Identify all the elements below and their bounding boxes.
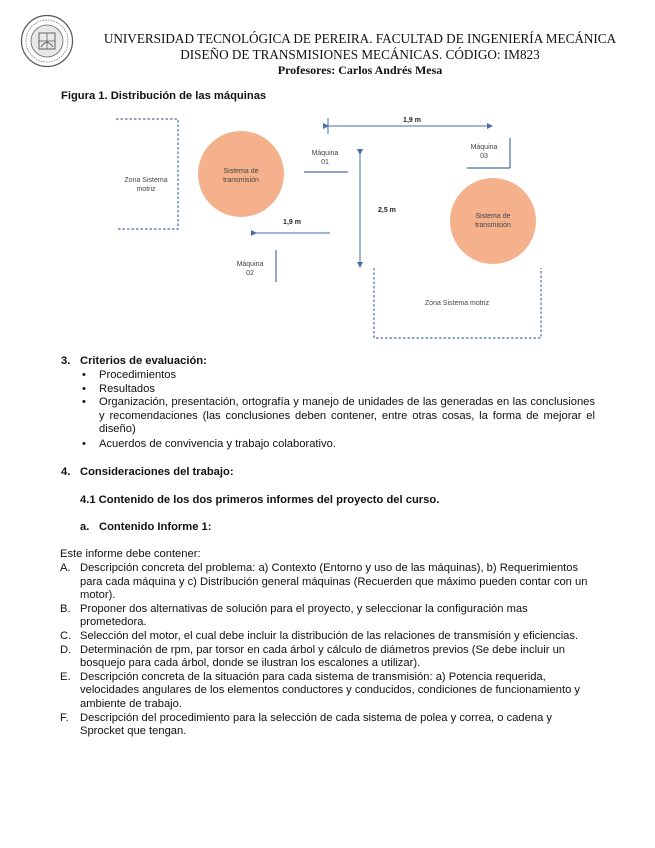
list-text: Selección del motor, el cual debe incluir la distribución de las relaciones de transmisión y eficiencias. [80,629,579,642]
list-text: Descripción concreta del problema: a) Contexto (Entorno y uso de las máquinas), b) Requerimientos para cada máquina y c) Distribución general máquinas (Recuerden que máximo pueden contar con un motor). [80,562,588,602]
section-4-heading: Consideraciones del trabajo: [80,466,234,478]
list-text: Descripción del procedimiento para la selección de cada sistema de polea y correa, o cadena y Sprocket que tengan. [80,711,553,738]
left-zone-boundary [116,119,178,229]
transmission-circle-2 [450,178,536,264]
machine-03-label-2: 03 [480,153,488,160]
list-text: Determinación de rpm, par torsor en cada árbol y cálculo de diámetros previos (Se debe incluir un bosquejo para cada árbol, donde se ilustran los escalones a utilizar). [80,643,566,670]
report-intro: Este informe debe contener: [60,548,201,560]
left-zone-label-2: motriz [136,186,156,193]
machine-02-label-1: Máquina [236,261,264,268]
circle1-label-1: Sistema de [223,168,259,175]
header-course: DISEÑO DE TRANSMISIONES MECÁNICAS. CÓDIGO: IM823 [180,47,540,62]
subsection-a-heading: Contenido Informe 1: [99,521,212,533]
list-item [60,630,593,644]
vertical-dimension-label: 2,5 m [378,207,396,214]
machine-03-label-1: Máquina [470,144,498,151]
top-dimension-label: 1,9 m [403,117,421,124]
list-item [60,671,593,712]
list-marker: B. [60,602,71,615]
subsection-4-1-heading: 4.1 Contenido de los dos primeros informes del proyecto del curso. [80,494,440,506]
university-logo [20,14,74,68]
list-text: Proponer dos alternativas de solución para el proyecto, y seleccionar la configuración mas prometedora. [80,602,528,629]
list-marker: C. [60,629,72,642]
list-item [60,603,593,630]
left-zone-label-1: Zona Sistema [124,177,168,184]
list-item: • Acuerdos de convivencia y trabajo colaborativo. [80,438,595,452]
list-item [60,712,593,739]
list-item: • Organización, presentación, ortografía y manejo de unidades de las generadas en las conclusiones y recomendaciones (las conclusiones deben contener, entre otras cosas, la forma de mejorar el diseño) [80,396,595,437]
list-item: • Procedimientos [80,369,595,383]
header-university: UNIVERSIDAD TECNOLÓGICA DE PEREIRA. FACULTAD DE INGENIERÍA MECÁNICA [103,31,617,46]
circle2-label-1: Sistema de [475,213,511,220]
machine-layout-diagram [100,110,560,345]
report-contents-list [60,562,593,739]
list-text: Descripción concreta de la situación para cada sistema de transmisión: a) Potencia requerida, velocidades angulares de los elementos conductores y conducidos, condiciones de funcionamiento y ambiente de trabajo. [80,670,581,710]
evaluation-criteria-list [80,369,595,452]
list-marker: D. [60,643,72,656]
list-item [60,562,593,603]
circle1-label-2: transmisión [223,177,259,184]
header-professors: Profesores: Carlos Andrés Mesa [277,63,443,77]
circle2-label-2: transmisión [475,222,511,229]
section-4-number: 4. [61,466,71,478]
middle-dimension-label: 1,9 m [283,219,301,226]
machine-01-label-2: 01 [321,159,329,166]
list-marker: F. [60,711,69,724]
section-3-heading: Criterios de evaluación: [80,355,207,367]
subsection-a-number: a. [80,521,90,533]
list-marker: A. [60,562,71,574]
list-item [60,644,593,671]
figure-caption: Figura 1. Distribución de las máquinas [61,90,267,102]
machine-02-label-2: 02 [246,270,254,277]
machine-01-label-1: Máquina [311,150,339,157]
list-marker: E. [60,670,71,683]
bottom-zone-label: Zona Sistema motriz [424,300,490,307]
section-3-number: 3. [61,355,71,367]
list-item: • Resultados [80,383,595,397]
